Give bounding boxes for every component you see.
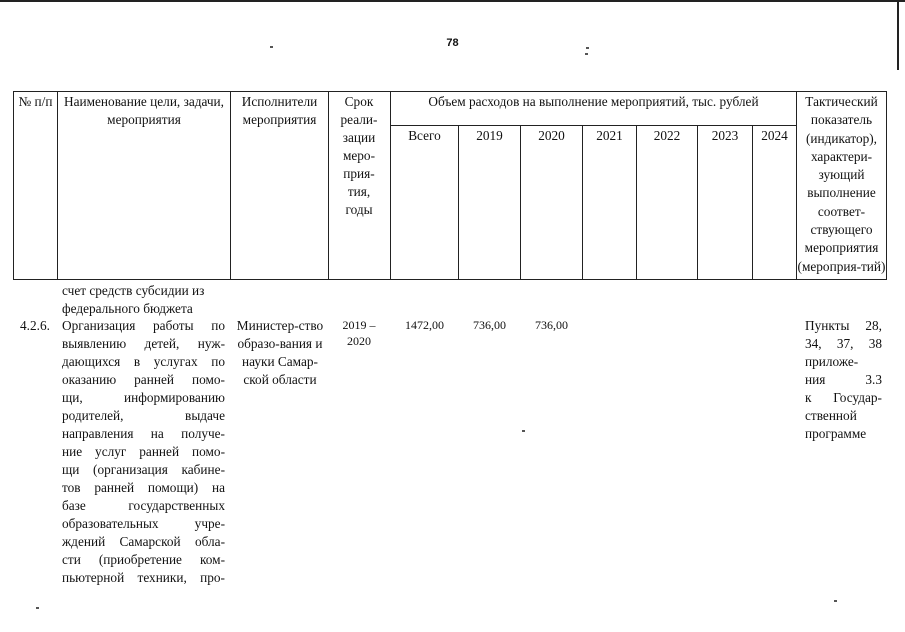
header-term: Срок реали-зации меро-прия-тия, годы <box>340 94 378 217</box>
scan-speck <box>834 600 837 602</box>
name-line: сти (приобретение ком- <box>62 552 225 567</box>
row-number: 4.2.6. <box>20 318 50 333</box>
name-line: щи (организация кабине- <box>62 462 225 477</box>
col-line <box>582 125 583 280</box>
name-line: тов ранней помощи) на <box>62 480 225 495</box>
indicator-line: программе <box>805 426 867 441</box>
header-bottom-border <box>13 279 887 280</box>
name-line: образовательных учре- <box>62 516 225 531</box>
header-name: Наименование цели, задачи, мероприятия <box>64 94 224 127</box>
name-line: базе государственных <box>62 498 225 513</box>
page-number: 78 <box>446 37 459 49</box>
name-line: дающихся в услугах по <box>62 354 225 369</box>
name-line: ние услуг ранней помо- <box>62 444 225 459</box>
right-edge-mark <box>897 0 899 70</box>
indicator-line: ния 3.3 <box>805 372 882 387</box>
indicator-line: к Государ- <box>805 390 882 405</box>
scan-speck <box>522 430 525 432</box>
scan-speck <box>585 53 588 55</box>
continuation-line-2: федерального бюджета <box>62 301 193 316</box>
col-line <box>520 125 521 280</box>
name-line: направления на получе- <box>62 426 225 441</box>
header-executors: Исполнители мероприятия <box>241 94 318 127</box>
col-line <box>697 125 698 280</box>
name-line: щи, информированию <box>62 390 225 405</box>
name-line: оказанию ранней помо- <box>62 372 225 387</box>
name-line: Организация работы по <box>62 318 225 333</box>
header-num: № п/п <box>18 94 53 109</box>
row-2019: 736,00 <box>473 318 506 332</box>
header-volume-title: Объем расходов на выполнение мероприятий, тыс. рублей <box>428 94 759 109</box>
header-year-2024: 2024 <box>761 128 788 143</box>
col-line <box>458 125 459 280</box>
name-line: пьютерной техники, про- <box>62 570 225 585</box>
col-line <box>390 91 391 280</box>
top-border <box>0 0 905 2</box>
col-line <box>752 125 753 280</box>
header-year-total: Всего <box>408 128 441 143</box>
name-line: выявлению детей, нуж- <box>62 336 225 351</box>
name-line: ждений Самарской обла- <box>62 534 225 549</box>
years-divider <box>390 125 796 126</box>
row-executor: Министер-ство образо-вания и науки Самар-ской области <box>236 318 324 387</box>
indicator-line: приложе- <box>805 354 859 369</box>
indicator-line: Пункты 28, <box>805 318 882 333</box>
header-year-2020: 2020 <box>538 128 565 143</box>
row-total: 1472,00 <box>405 318 444 332</box>
scan-speck <box>270 46 273 48</box>
header-year-2021: 2021 <box>596 128 623 143</box>
col-line <box>328 91 329 280</box>
header-indicator: Тактический показатель (индикатор), характери-зующий выполнение соответ-ствующего мероприятия (мероприя-тий) <box>797 94 886 274</box>
header-year-2019: 2019 <box>476 128 503 143</box>
continuation-line-1: счет средств субсидии из <box>62 283 205 298</box>
row-2020: 736,00 <box>535 318 568 332</box>
table-top-border <box>13 91 887 92</box>
scan-speck <box>36 607 39 609</box>
indicator-line: 34, 37, 38 <box>805 336 882 351</box>
col-line <box>636 125 637 280</box>
col-line <box>13 91 14 280</box>
col-line <box>886 91 887 280</box>
row-term: 2019 – 2020 <box>342 318 376 348</box>
header-year-2022: 2022 <box>653 128 681 143</box>
scan-speck <box>586 47 589 49</box>
col-line <box>57 91 58 280</box>
header-year-2023: 2023 <box>711 128 739 143</box>
indicator-line: ственной <box>805 408 857 423</box>
name-line: родителей, выдаче <box>62 408 225 423</box>
